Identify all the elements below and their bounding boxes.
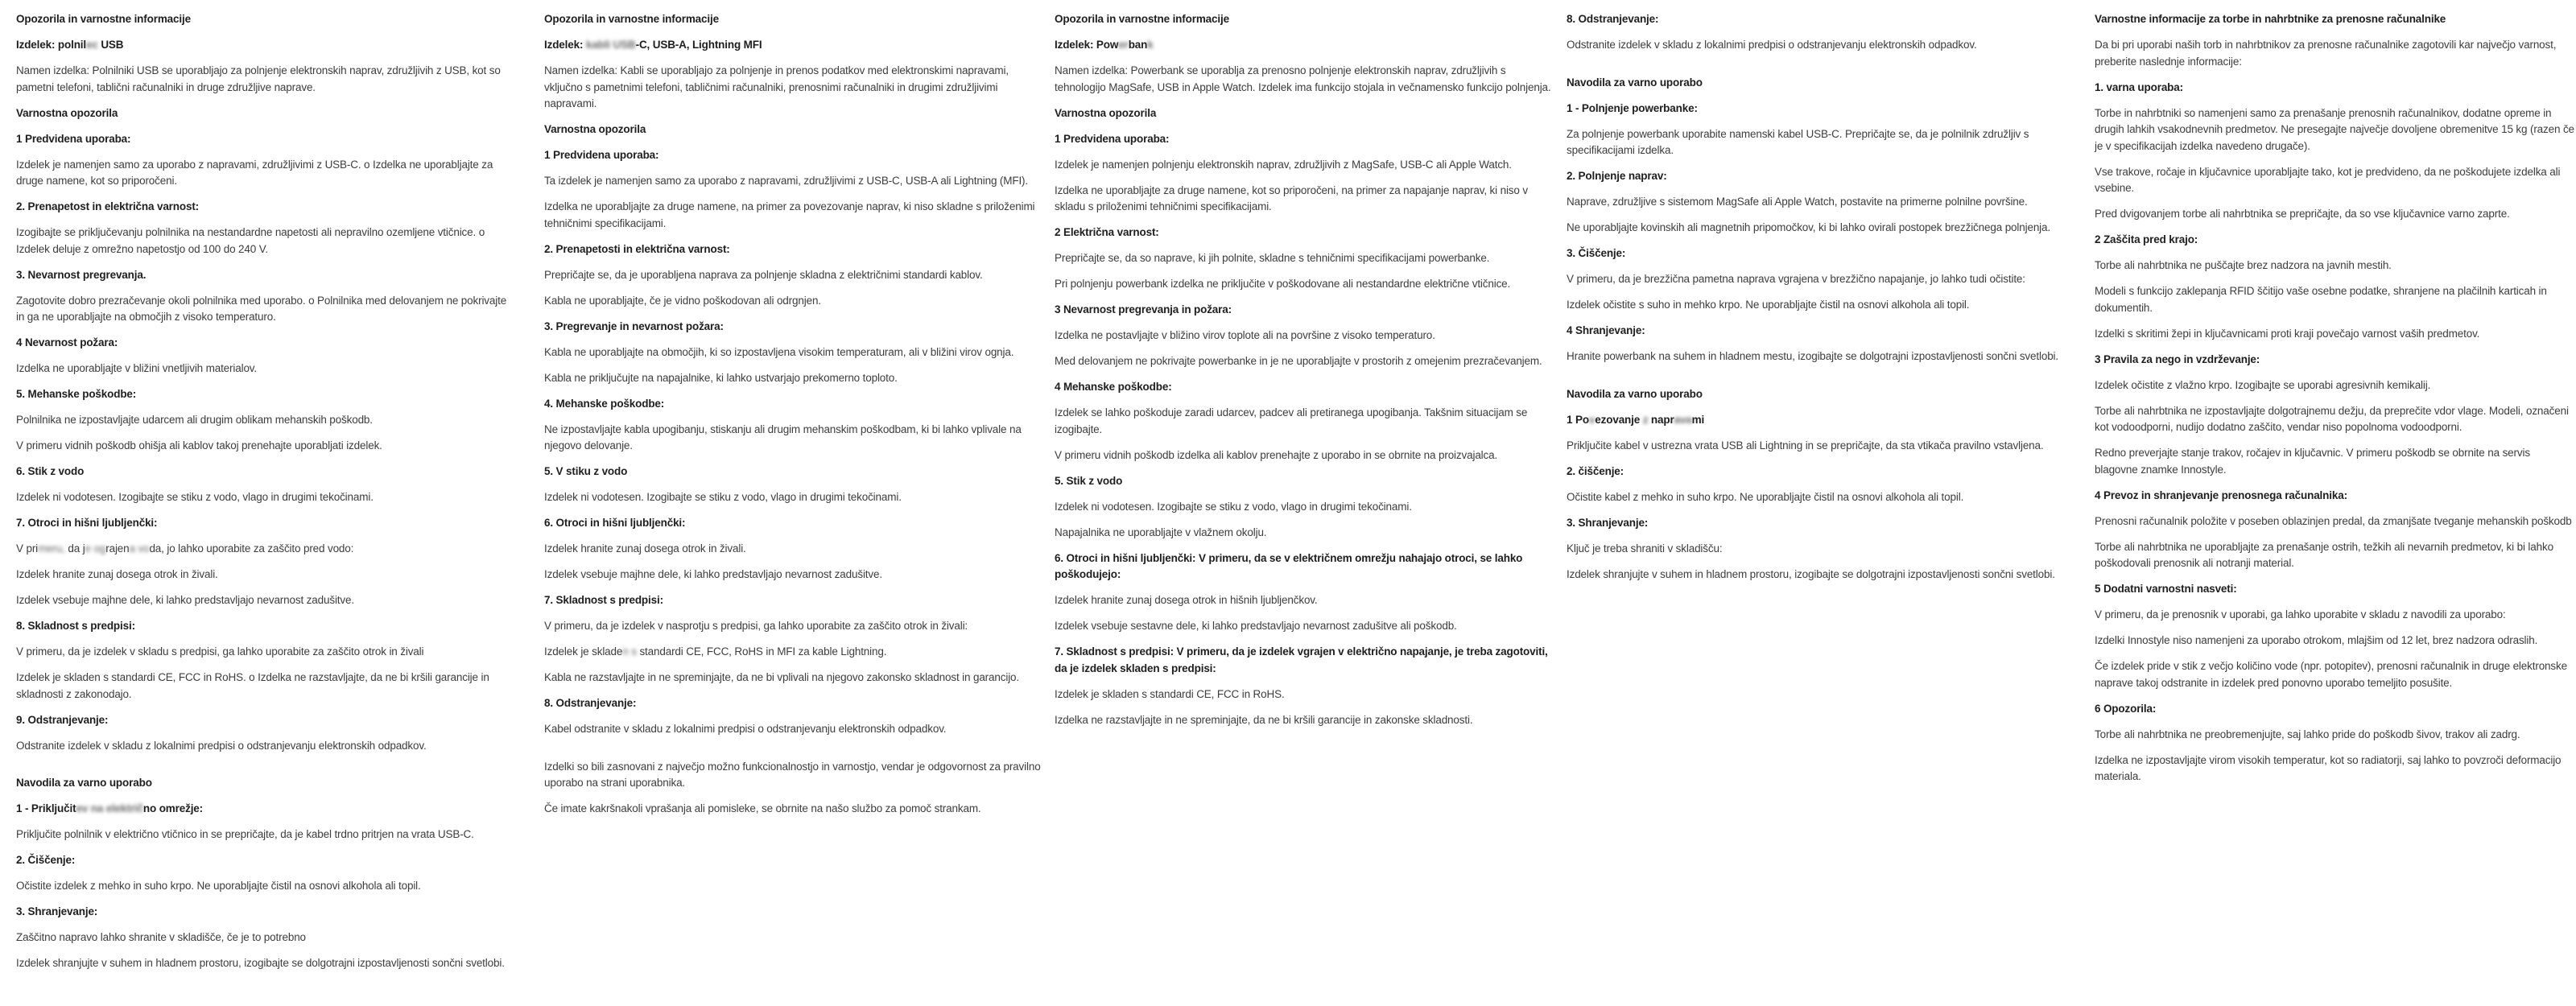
paragraph	[544, 618, 1042, 635]
text-segment: 9. Odstranjevanje:	[16, 713, 109, 726]
text-segment: Očistite kabel z mehko in suho krpo. Ne uporabljajte čistil na osnovi alkohola ali topil.	[1567, 490, 1964, 503]
section-heading	[544, 695, 1042, 712]
paragraph	[2095, 326, 2574, 343]
text-segment: Če imate kakršnakoli vprašanja ali pomisleke, se obrnite na našo službo za pomoč strankam.	[544, 802, 981, 814]
text-segment: V primeru vidnih poškodb ohišja ali kablov takoj prenehajte uporabljati izdelek.	[16, 439, 382, 451]
smudged-text: er	[1118, 39, 1129, 51]
text-segment: 4 Shranjevanje:	[1567, 324, 1645, 336]
text-segment: Izdelek vsebuje majhne dele, ki lahko predstavljajo nevarnost zadušitve.	[544, 568, 882, 580]
text-segment: 2 Električna varnost:	[1055, 226, 1159, 238]
text-segment: Priključite kabel v ustrezna vrata USB ali Lightning in se prepričajte, da sta vtikača pravilno vstavljena.	[1567, 439, 2044, 451]
text-segment: V primeru, da je izdelek v skladu s predpisi, ga lahko uporabite za zaščito otrok in živali	[16, 645, 424, 658]
paragraph	[2095, 727, 2574, 744]
text-segment: Zaščitno napravo lahko shranite v skladišče, če je to potrebno	[16, 931, 306, 943]
text-segment: Naprave, združljive s sistemom MagSafe ali Apple Watch, postavite na primerne polnilne površine.	[1567, 196, 2028, 208]
text-segment: Torbe in nahrbtniki so namenjeni samo za prenašanje prenosnih računalnikov, dodatne opreme in drugih lahkih vsakodnevnih predmetov. Ne presegajte največje dovoljene obremenitve 15 kg (razen če je v specifikacijah izdelka navedeno drugače).	[2095, 106, 2574, 152]
paragraph	[1567, 567, 2067, 583]
section-heading	[544, 37, 1042, 54]
text-segment: Opozorila in varnostne informacije	[1055, 13, 1229, 25]
text-segment: 4 Prevoz in shranjevanje prenosnega računalnika:	[2095, 489, 2347, 501]
text-segment: Priključite polnilnik v električno vtičnico in se prepričajte, da je kabel trdno pritrjen na vrata USB-C.	[16, 828, 474, 840]
paragraph	[2095, 37, 2574, 70]
text-segment: Namen izdelka: Powerbank se uporablja za prenosno polnjenje elektronskih naprav, združljivih s tehnologijo MagSafe, USB in Apple Watch. Izdelek ima funkcijo stojala in večnamensko funkcijo polnjenja.	[1055, 64, 1551, 93]
section-heading	[16, 618, 517, 635]
section-heading	[16, 801, 517, 818]
text-segment: Izdelek ni vodotesen. Izogibajte se stiku z vodo, vlago in drugimi tekočinami.	[16, 491, 374, 503]
section-heading	[1055, 11, 1555, 28]
paragraph	[16, 827, 517, 843]
section-heading	[544, 319, 1042, 336]
section-heading	[2095, 11, 2574, 28]
text-segment: Prepričajte se, da so naprave, ki jih polnite, skladne s tehničnimi specifikacijami powerbanke.	[1055, 252, 1490, 264]
text-segment: 1. varna uporaba:	[2095, 80, 2183, 93]
text-segment: Kabel odstranite v skladu z lokalnimi predpisi o odstranjevanju elektronskih odpadkov.	[544, 723, 947, 735]
text-segment: Kabla ne uporabljajte, če je vidno poškodovan ali odrgnjen.	[544, 294, 821, 307]
section-heading	[16, 515, 517, 532]
section-heading	[1567, 464, 2067, 480]
section-heading	[1567, 11, 2067, 28]
paragraph	[16, 670, 517, 703]
paragraph	[544, 422, 1042, 455]
text-segment: Izdelek hranite zunaj dosega otrok in živali.	[544, 542, 746, 555]
section-heading	[16, 904, 517, 921]
paragraph	[544, 489, 1042, 506]
text-segment: Izdelek je skladen s standardi CE, FCC in RoHS.	[1055, 687, 1285, 700]
section-heading	[1055, 473, 1555, 490]
paragraph	[2095, 206, 2574, 223]
section-heading	[16, 335, 517, 352]
text-segment: Izdelek ni vodotesen. Izogibajte se stiku z vodo, vlago in drugimi tekočinami.	[544, 491, 902, 503]
section-heading	[1055, 131, 1555, 148]
text-segment: 2 Zaščita pred krajo:	[2095, 233, 2198, 245]
smudged-text: ev na električ	[76, 802, 143, 814]
section-heading	[544, 592, 1042, 609]
text-segment: 6. Stik z vodo	[16, 465, 85, 477]
text-segment: Torbe ali nahrbtnika ne preobremenjujte, saj lahko pride do poškodb šivov, trakov ali zadrg.	[2095, 728, 2520, 740]
column-powerbank	[1055, 11, 1555, 738]
text-segment: USB	[97, 39, 124, 51]
paragraph	[544, 199, 1042, 232]
text-segment: Izdelek shranjujte v suhem in hladnem prostoru, izogibajte se dolgotrajni izpostavljenosti sončni svetlobi.	[16, 957, 505, 969]
text-segment: Izdelek očistite z vlažno krpo. Izogibajte se uporabi agresivnih kemikalij.	[2095, 378, 2431, 391]
paragraph	[16, 955, 517, 972]
text-segment: Ta izdelek je namenjen samo za uporabo z napravami, združljivimi z USB-C, USB-A ali Lightning (MFI).	[544, 175, 1028, 187]
text-segment: Modeli s funkcijo zaklepanja RFID ščitijo vaše osebne podatke, shranjene na plačilnih karticah in dokumentih.	[2095, 285, 2547, 314]
paragraph	[544, 344, 1042, 361]
paragraph	[2095, 539, 2574, 572]
paragraph	[2095, 283, 2574, 316]
text-segment: Izdelka ne uporabljajte za druge namene, na primer za povezovanje naprav, ki niso skladne s priloženimi tehničnimi specifikacijami.	[544, 200, 1035, 229]
paragraph	[16, 293, 517, 326]
text-segment: 1 Predvidena uporaba:	[1055, 132, 1170, 145]
text-segment: 7. Skladnost s predpisi:	[544, 594, 663, 606]
section-heading	[1055, 37, 1555, 54]
text-segment: -C, USB-A, Lightning MFI	[635, 39, 762, 51]
text-segment: Izdelka ne razstavljajte in ne spreminjajte, da ne bi kršili garancije in zakonske skladnosti.	[1055, 713, 1473, 726]
paragraph	[544, 567, 1042, 583]
text-segment: Izdelek vsebuje majhne dele, ki lahko predstavljajo nevarnost zadušitve.	[16, 594, 354, 606]
paragraph	[2095, 445, 2574, 478]
paragraph	[16, 644, 517, 661]
text-segment: 1 Predvidena uporaba:	[16, 132, 131, 145]
section-heading	[2095, 701, 2574, 718]
text-segment: Izogibajte se priključevanju polnilnika na nestandardne napetosti ali nepravilno ozemljene vtičnice. o Izdelek deluje z omrežno napetostjo od 100 do 240 V.	[16, 226, 485, 255]
text-segment: 3 Nevarnost pregrevanja in požara:	[1055, 303, 1232, 315]
section-heading	[16, 852, 517, 869]
smudged-text: n s	[622, 645, 640, 658]
text-segment: 2. Čiščenje:	[16, 854, 76, 866]
section-heading	[16, 11, 517, 28]
column-powerbank-and-cable-instructions	[1567, 11, 2067, 592]
text-segment: 5. V stiku z vodo	[544, 465, 628, 477]
text-segment: Polnilnika ne izpostavljajte udarcem ali drugim oblikam mehanskih poškodb.	[16, 414, 373, 426]
paragraph	[16, 438, 517, 455]
text-segment: Redno preverjajte stanje trakov, ročajev in ključavnic. V primeru poškodb se obrnite na servis blagovne znamke Innostyle.	[2095, 447, 2530, 476]
paragraph	[16, 738, 517, 755]
text-segment: Varnostne informacije za torbe in nahrbtnike za prenosne računalnike	[2095, 13, 2446, 25]
text-segment: Opozorila in varnostne informacije	[16, 13, 191, 25]
paragraph	[1055, 592, 1555, 609]
section-heading	[16, 267, 517, 284]
text-segment: 5. Stik z vodo	[1055, 474, 1123, 487]
text-segment: 1 - Polnjenje powerbanke:	[1567, 101, 1698, 114]
text-segment: napr	[1648, 413, 1674, 426]
paragraph	[16, 412, 517, 429]
text-segment: Izdelek je skladen s standardi CE, FCC in RoHS. o Izdelka ne razstavljajte, da ne bi kršili garancije in skladnosti z zakonodajo.	[16, 671, 489, 700]
text-segment: Izdelka ne postavljajte v bližino virov toplote ali na površine z visoko temperaturo.	[1055, 329, 1435, 341]
text-segment: mi	[1691, 413, 1705, 426]
text-segment: Prenosni računalnik položite v poseben oblazinjen predal, da zmanjšate tveganje mehanskih poškodb	[2095, 514, 2572, 527]
text-segment: Navodila za varno uporabo	[1567, 387, 1703, 400]
paragraph	[16, 489, 517, 506]
text-segment: 3. Shranjevanje:	[16, 905, 98, 917]
text-segment: Izdelek je sklade	[544, 645, 623, 658]
text-segment: Prepričajte se, da je uporabljena naprava za polnjenje skladna z električnimi standardi kablov.	[544, 268, 983, 281]
text-segment: Namen izdelka: Polnilniki USB se uporabljajo za polnjenje elektronskih naprav, združljivih z USB, kot so pametni telefoni, tablični računalniki in druge združljive naprave.	[16, 64, 501, 93]
smudged-text: e og	[85, 542, 106, 555]
text-segment: no omrežje:	[142, 802, 204, 814]
text-segment: 6. Otroci in hišni ljubljenčki: V primeru, da se v električnem omrežju nahajajo otroci, se lahko poškodujejo:	[1055, 551, 1523, 580]
paragraph	[1055, 405, 1555, 438]
column-cables	[544, 11, 1042, 827]
text-segment: 5. Mehanske poškodbe:	[16, 388, 137, 400]
text-segment: Očistite izdelek z mehko in suho krpo. Ne uporabljajte čistil na osnovi alkohola ali topil.	[16, 880, 421, 892]
text-segment: Varnostna opozorila	[16, 106, 118, 119]
section-heading	[2095, 232, 2574, 249]
smudged-text: ava	[1674, 413, 1692, 426]
section-heading	[1055, 302, 1555, 319]
text-segment: 5 Dodatni varnostni nasveti:	[2095, 583, 2237, 595]
text-segment: Vse trakove, ročaje in ključavnice uporabljajte tako, kot je predvideno, da ne poškodujete izdelka ali vsebine.	[2095, 165, 2561, 194]
text-segment: Navodila za varno uporabo	[1567, 76, 1703, 89]
paragraph	[16, 225, 517, 258]
text-segment: V primeru, da je izdelek v nasprotju s predpisi, ga lahko uporabite za zaščito otrok in živali:	[544, 620, 968, 632]
text-segment: Izdelek hranite zunaj dosega otrok in živali.	[16, 568, 218, 580]
section-heading	[2095, 80, 2574, 97]
paragraph	[2095, 105, 2574, 155]
column-usb-charger	[16, 11, 517, 981]
section-heading	[1567, 245, 2067, 262]
paragraph	[544, 759, 1042, 792]
text-segment: Varnostna opozorila	[1055, 106, 1157, 119]
paragraph	[1055, 499, 1555, 516]
paragraph	[2095, 377, 2574, 394]
text-segment: 1 Predvidena uporaba:	[544, 149, 659, 161]
paragraph	[2095, 258, 2574, 274]
text-segment: Izdelek ni vodotesen. Izogibajte se stiku z vodo, vlago in drugimi tekočinami.	[1055, 500, 1412, 513]
section-heading	[1055, 105, 1555, 122]
text-segment: 7. Skladnost s predpisi: V primeru, da je izdelek vgrajen v električno napajanje, je treba zagotoviti, da je izdelek skladen s predpisi:	[1055, 645, 1548, 674]
text-segment: Izdelek očistite s suho in mehko krpo. Ne uporabljajte čistil na osnovi alkohola ali topil.	[1567, 299, 1970, 311]
text-segment: Izdelek vsebuje sestavne dele, ki lahko predstavljajo nevarnost zadušitve ali poškodb.	[1055, 620, 1457, 632]
text-segment: Izdelka ne uporabljajte v bližini vnetljivih materialov.	[16, 362, 258, 374]
section-heading	[2095, 488, 2574, 505]
section-heading	[1055, 550, 1555, 583]
text-segment: Opozorila in varnostne informacije	[544, 13, 719, 25]
paragraph	[1055, 618, 1555, 635]
text-segment: Navodila za varno uporabo	[16, 777, 152, 789]
paragraph	[1055, 353, 1555, 370]
paragraph	[16, 592, 517, 609]
paragraph	[1567, 541, 2067, 558]
paragraph	[2095, 752, 2574, 785]
text-segment: Pri polnjenju powerbank izdelka ne priključite v poškodovane ali nestandardne električne vtičnice.	[1055, 278, 1511, 290]
text-segment: ban	[1128, 39, 1148, 51]
paragraph	[2095, 164, 2574, 197]
text-segment: 3. Pregrevanje in nevarnost požara:	[544, 320, 724, 332]
text-segment: da j	[68, 542, 85, 555]
paragraph	[16, 157, 517, 190]
paragraph	[1055, 712, 1555, 729]
text-segment: Izdelek je namenjen polnjenju elektronskih naprav, združljivih z MagSafe, USB-C ali Apple Watch.	[1055, 158, 1512, 171]
section-heading	[16, 464, 517, 480]
section-heading	[1055, 644, 1555, 677]
paragraph	[1055, 276, 1555, 293]
text-segment: Kabla ne priključujte na napajalnike, ki lahko ustvarjajo prekomerno toploto.	[544, 371, 898, 384]
text-segment: Izdelki s skritimi žepi in ključavnicami proti kraji povečajo varnost vaših predmetov.	[2095, 327, 2480, 340]
section-heading	[1567, 323, 2067, 340]
section-heading	[2095, 352, 2574, 369]
section-heading	[16, 712, 517, 729]
text-segment: 3. Shranjevanje:	[1567, 516, 1649, 529]
paragraph	[16, 541, 517, 558]
paragraph	[1055, 250, 1555, 267]
text-segment: 1 - Priključit	[16, 802, 76, 814]
text-segment: Izdelki so bili zasnovani z največjo možno funkcionalnostjo in varnostjo, vendar je odgovornost za pravilno uporabo na strani uporabnika.	[544, 760, 1041, 789]
text-segment: Odstranite izdelek v skladu z lokalnimi predpisi o odstranjevanju elektronskih odpadkov.	[1567, 39, 1977, 51]
text-segment: Pred dvigovanjem torbe ali nahrbtnika se prepričajte, da so vse ključavnice varno zaprte.	[2095, 208, 2510, 220]
section-heading	[16, 199, 517, 216]
section-heading	[544, 396, 1042, 413]
smudged-text: meru,	[38, 542, 68, 555]
smudged-text: a vo	[129, 542, 150, 555]
paragraph	[1567, 37, 2067, 54]
paragraph	[2095, 513, 2574, 530]
text-segment: Kabla ne uporabljajte na območjih, ki so izpostavljena visokim temperaturam, ali v bližini virov ognja.	[544, 345, 1014, 358]
paragraph	[1567, 220, 2067, 237]
text-segment: Ne uporabljajte kovinskih ali magnetnih pripomočkov, ki bi lahko ovirali postopek brezžičnega polnjenja.	[1567, 221, 2050, 233]
text-segment: Torbe ali nahrbtnika ne uporabljajte za prenašanje ostrih, težkih ali nevarnih predmetov, ki bi lahko poškodovali prenosnik ali notranji material.	[2095, 540, 2553, 569]
section-heading	[1055, 379, 1555, 396]
paragraph	[1055, 183, 1555, 216]
text-segment: Izdelek: polnil	[16, 39, 87, 51]
text-segment: Izdelka ne izpostavljajte virom visokih temperatur, kot so radiatorji, saj lahko to povzroči deformacijo materiala.	[2095, 753, 2562, 782]
paragraph	[1567, 489, 2067, 506]
paragraph	[544, 173, 1042, 190]
section-heading	[16, 775, 517, 792]
text-segment: standardi CE, FCC, RoHS in MFI za kable Lightning.	[639, 645, 887, 658]
text-segment: 2. čiščenje:	[1567, 464, 1624, 477]
paragraph	[16, 361, 517, 377]
text-segment: 2. Prenapetosti in električna varnost:	[544, 242, 730, 255]
text-segment: Namen izdelka: Kabli se uporabljajo za polnjenje in prenos podatkov med elektronskimi napravami, vključno s pametnimi telefoni, tabličnimi računalniki, prenosnimi računalniki in drugimi združljivimi napravami.	[544, 64, 1009, 109]
text-segment: rajen	[105, 542, 130, 555]
paragraph	[544, 370, 1042, 387]
text-segment: 2. Prenapetost in električna varnost:	[16, 200, 200, 212]
column-laptop-bags	[2095, 11, 2574, 794]
paragraph	[16, 930, 517, 946]
section-heading	[544, 122, 1042, 138]
text-segment: Izdelki Innostyle niso namenjeni za uporabo otrokom, mlajšim od 12 let, brez nadzora odraslih.	[2095, 634, 2538, 646]
text-segment: Napajalnika ne uporabljajte v vlažnem okolju.	[1055, 526, 1267, 538]
text-segment: 3. Nevarnost pregrevanja.	[16, 268, 147, 281]
paragraph	[16, 567, 517, 583]
paragraph	[544, 267, 1042, 284]
paragraph	[544, 293, 1042, 310]
paragraph	[1567, 126, 2067, 159]
text-segment: Kabla ne razstavljajte in ne spreminjajte, da ne bi vplivali na njegovo zakonsko skladnost in garancijo.	[544, 671, 1020, 683]
section-heading	[16, 386, 517, 403]
paragraph	[544, 721, 1042, 738]
paragraph	[1567, 194, 2067, 211]
section-heading	[544, 241, 1042, 258]
text-segment: Izdelek hranite zunaj dosega otrok in hišnih ljubljenčkov.	[1055, 594, 1318, 606]
text-segment: 3 Pravila za nego in vzdrževanje:	[2095, 353, 2260, 365]
text-segment: 8. Skladnost s predpisi:	[16, 620, 135, 632]
section-heading	[544, 464, 1042, 480]
text-segment: 4. Mehanske poškodbe:	[544, 397, 665, 410]
text-segment: V primeru, da je prenosnik v uporabi, ga lahko uporabite v skladu z navodili za uporabo:	[2095, 608, 2506, 621]
smudged-text: ec	[86, 39, 98, 51]
text-segment: 8. Odstranjevanje:	[1567, 13, 1659, 25]
paragraph	[1567, 438, 2067, 455]
paragraph	[16, 63, 517, 96]
paragraph	[1055, 63, 1555, 96]
paragraph	[1055, 328, 1555, 344]
section-heading	[2095, 581, 2574, 598]
paragraph	[2095, 633, 2574, 649]
text-segment: Izdelek:	[544, 39, 586, 51]
section-heading	[1567, 412, 2067, 429]
text-segment: 1 Po	[1567, 413, 1589, 426]
text-segment: Izdelka ne uporabljajte za druge namene, kot so priporočeni, na primer za napajanje naprav, ki niso v skladu s priloženimi tehničnimi specifikacijami.	[1055, 183, 1528, 212]
section-heading	[1567, 168, 2067, 185]
section-heading	[1055, 225, 1555, 241]
text-segment: Torbe ali nahrbtnika ne izpostavljajte dolgotrajnemu dežju, da preprečite vdor vlage. Modeli, označeni kot vodoodporni, nudijo dodatno zaščito, vendar niso popolnoma vodoodporni.	[2095, 404, 2569, 433]
text-segment: Izdelek: Pow	[1055, 39, 1119, 51]
paragraph	[2095, 403, 2574, 436]
text-segment: V primeru vidnih poškodb izdelka ali kablov prenehajte z uporabo in se obrnite na proizvajalca.	[1055, 448, 1498, 461]
section-heading	[16, 105, 517, 122]
text-segment: Zagotovite dobro prezračevanje okoli polnilnika med uporabo. o Polnilnika med delovanjem ne pokrivajte in ga ne uporabljajte na območjih z visoko temperaturo.	[16, 294, 507, 323]
text-segment: 6 Opozorila:	[2095, 702, 2157, 715]
text-segment: 4 Mehanske poškodbe:	[1055, 381, 1172, 393]
text-segment: 2. Polnjenje naprav:	[1567, 170, 1667, 182]
section-heading	[1567, 75, 2067, 92]
text-segment: 6. Otroci in hišni ljubljenčki:	[544, 517, 686, 529]
section-heading	[544, 515, 1042, 532]
text-segment: V primeru, da je brezžična pametna naprava vgrajena v brezžično napajanje, jo lahko tudi očistite:	[1567, 273, 2025, 285]
text-segment: Izdelek je namenjen samo za uporabo z napravami, združljivimi z USB-C. o Izdelka ne uporabljajte za druge namene, kot so priporočeni.	[16, 158, 493, 187]
smudged-text: kabli USB	[585, 39, 636, 51]
paragraph	[544, 801, 1042, 818]
paragraph	[1055, 525, 1555, 542]
paragraph	[1567, 348, 2067, 365]
text-segment: 8. Odstranjevanje:	[544, 697, 637, 709]
text-segment: da, jo lahko uporabite za zaščito pred vodo:	[149, 542, 354, 555]
text-segment: 3. Čiščenje:	[1567, 247, 1626, 259]
text-segment: 7. Otroci in hišni ljubljenčki:	[16, 517, 158, 529]
text-segment: Ključ je treba shraniti v skladišču:	[1567, 542, 1723, 555]
paragraph	[2095, 658, 2574, 691]
paragraph	[1567, 271, 2067, 288]
paragraph	[544, 644, 1042, 661]
text-segment: Izdelek se lahko poškoduje zaradi udarcev, padcev ali pretiranega upogibanja. Takšnim situacijam se izogibajte.	[1055, 406, 1528, 435]
paragraph	[16, 878, 517, 895]
text-segment: Da bi pri uporabi naših torb in nahrbtnikov za prenosne računalnike zagotovili kar največjo varnost, preberite naslednje informacije:	[2095, 39, 2557, 68]
paragraph	[1055, 686, 1555, 703]
paragraph	[2095, 607, 2574, 624]
text-segment: Torbe ali nahrbtnika ne puščajte brez nadzora na javnih mestih.	[2095, 259, 2392, 271]
text-segment: 4 Nevarnost požara:	[16, 336, 118, 348]
smudged-text: v	[1588, 413, 1596, 426]
text-segment: Za polnjenje powerbank uporabite namenski kabel USB-C. Prepričajte se, da je polnilnik združljiv s specifikacijami izdelka.	[1567, 127, 2029, 156]
paragraph	[1055, 157, 1555, 174]
paragraph	[544, 670, 1042, 686]
text-segment: Ne izpostavljajte kabla upogibanju, stiskanju ali drugim mehanskim poškodbam, ki bi lahko vplivale na njegovo delovanje.	[544, 423, 1022, 451]
text-segment: Odstranite izdelek v skladu z lokalnimi predpisi o odstranjevanju elektronskih odpadkov.	[16, 739, 427, 752]
paragraph	[544, 541, 1042, 558]
text-segment: Varnostna opozorila	[544, 123, 646, 135]
section-heading	[1567, 386, 2067, 403]
section-heading	[1567, 515, 2067, 532]
text-segment: ezovanje	[1595, 413, 1643, 426]
text-segment: Hranite powerbank na suhem in hladnem mestu, izogibajte se dolgotrajni izpostavljenosti sončni svetlobi.	[1567, 350, 2058, 362]
text-segment: Med delovanjem ne pokrivajte powerbanke in je ne uporabljajte v prostorih z omejenim prezračevanjem.	[1055, 355, 1542, 367]
paragraph	[1567, 297, 2067, 314]
smudged-text: z	[1642, 413, 1649, 426]
section-heading	[544, 11, 1042, 28]
paragraph	[544, 63, 1042, 113]
section-heading	[16, 37, 517, 54]
smudged-text: k	[1147, 39, 1154, 51]
section-heading	[544, 147, 1042, 164]
section-heading	[16, 131, 517, 148]
text-segment: Če izdelek pride v stik z večjo količino vode (npr. potopitev), prenosni računalnik in druge elektronske naprave takoj odstranite in izdelek pred ponovno uporabo temeljito posušite.	[2095, 660, 2567, 689]
text-segment: V pri	[16, 542, 39, 555]
section-heading	[1567, 101, 2067, 118]
text-segment: Izdelek shranjujte v suhem in hladnem prostoru, izogibajte se dolgotrajni izpostavljenosti sončni svetlobi.	[1567, 567, 2055, 580]
paragraph	[1055, 447, 1555, 464]
